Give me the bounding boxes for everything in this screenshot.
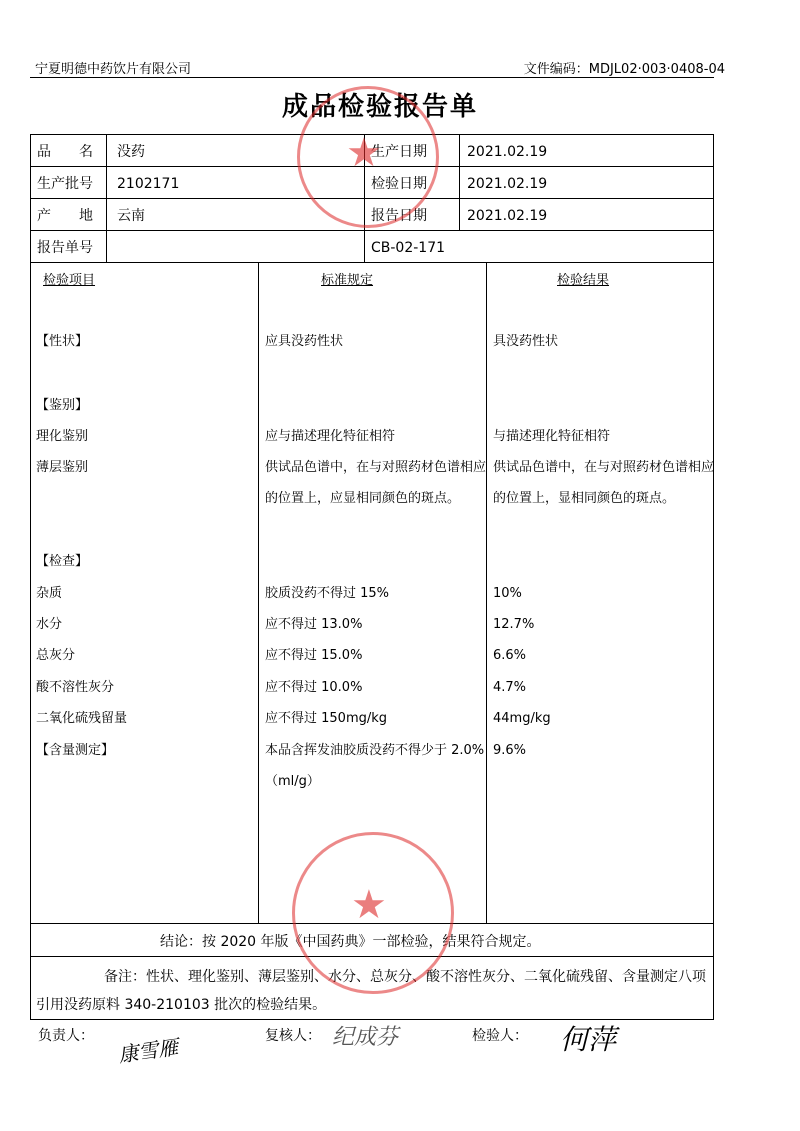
batch-value: 2102171: [117, 176, 180, 192]
column-header-standard: 标准规定: [321, 273, 374, 288]
col-divider: [459, 135, 460, 231]
table-row-item: 总灰分: [36, 648, 76, 663]
inspect-date-value: 2021.02.19: [467, 176, 548, 192]
table-row-item: 杂质: [36, 586, 63, 601]
table-row-result: 12.7%: [493, 617, 535, 632]
table-row-item: 【含量测定】: [36, 743, 115, 758]
col-divider: [106, 135, 107, 262]
stamp-star-icon: ★: [346, 130, 382, 176]
table-row-item: 【性状】: [36, 334, 89, 349]
table-row-standard: 本品含挥发油胶质没药不得少于 2.0%（ml/g）: [265, 743, 485, 789]
table-row-item: 薄层鉴别: [36, 460, 89, 475]
table-row-item: 酸不溶性灰分: [36, 680, 115, 695]
prod-date-value: 2021.02.19: [467, 144, 548, 160]
table-row-standard: 应不得过 15.0%: [265, 648, 363, 663]
table-row-item: 二氧化硫残留量: [36, 711, 128, 726]
report-no-value: CB-02-171: [371, 240, 446, 256]
remark: 备注：性状、理化鉴别、薄层鉴别、水分、总灰分、酸不溶性灰分、二氧化硫残留、含量测定八项引用没药原料 340-210103 批次的检验结果。: [36, 969, 706, 1013]
reviewer-label: 复核人：: [265, 1028, 321, 1044]
row-divider: [31, 262, 713, 263]
table-row-item: 理化鉴别: [36, 429, 89, 444]
name-value: 没药: [117, 144, 145, 160]
table-row-standard: 应不得过 13.0%: [265, 617, 363, 632]
header-divider: [30, 77, 714, 78]
company-stamp: [292, 832, 454, 994]
column-header-result: 检验结果: [557, 273, 610, 288]
table-row-standard: 应具没药性状: [265, 334, 344, 349]
inspector-label: 检验人：: [472, 1028, 528, 1044]
inspect-date-label: 检验日期: [371, 176, 427, 192]
quality-department-stamp: [297, 86, 439, 228]
document-code: 文件编码：MDJL02·003·0408-04: [523, 62, 725, 77]
table-row-result: 4.7%: [493, 680, 527, 695]
table-row-standard: 应不得过 150mg/kg: [265, 711, 388, 726]
col-divider: [486, 262, 487, 923]
table-row-item: 水分: [36, 617, 63, 632]
origin-label: 产 地: [37, 208, 93, 224]
batch-label: 生产批号: [37, 176, 93, 192]
prod-date-label: 生产日期: [371, 144, 427, 160]
table-row-result: 9.6%: [493, 743, 527, 758]
page-title: 成品检验报告单: [281, 92, 478, 122]
table-row-result: 供试品色谱中，在与对照药材色谱相应的位置上，显相同颜色的斑点。: [493, 460, 715, 506]
origin-value: 云南: [117, 208, 145, 224]
table-row-item: 【检查】: [36, 554, 89, 569]
table-row-standard: 应与描述理化特征相符: [265, 429, 396, 444]
report-date-value: 2021.02.19: [467, 208, 548, 224]
table-row-result: 44mg/kg: [493, 711, 551, 726]
company-name: 宁夏明德中药饮片有限公司: [35, 62, 192, 77]
responsible-label: 负责人：: [38, 1028, 94, 1044]
responsible-signature: 康雪雁: [116, 1034, 180, 1068]
table-row-item: 【鉴别】: [36, 398, 89, 413]
col-divider: [258, 262, 259, 923]
report-date-label: 报告日期: [371, 208, 427, 224]
inspector-signature: 何萍: [560, 1023, 617, 1056]
column-header-item: 检验项目: [43, 273, 96, 288]
table-row-result: 6.6%: [493, 648, 527, 663]
table-row-standard: 供试品色谱中，在与对照药材色谱相应的位置上，应显相同颜色的斑点。: [265, 460, 487, 506]
table-row-standard: 应不得过 10.0%: [265, 680, 363, 695]
table-row-standard: 胶质没药不得过 15%: [265, 586, 390, 601]
row-divider: [31, 230, 713, 231]
stamp-star-icon: ★: [351, 882, 387, 928]
table-row-result: 与描述理化特征相符: [493, 429, 611, 444]
name-label: 品 名: [37, 144, 93, 160]
report-no-label: 报告单号: [37, 240, 93, 256]
reviewer-signature: 纪成芬: [332, 1025, 399, 1050]
table-row-result: 10%: [493, 586, 522, 601]
conclusion: 结论：按 2020 年版《中国药典》一部检验，结果符合规定。: [160, 934, 541, 950]
table-row-result: 具没药性状: [493, 334, 559, 349]
